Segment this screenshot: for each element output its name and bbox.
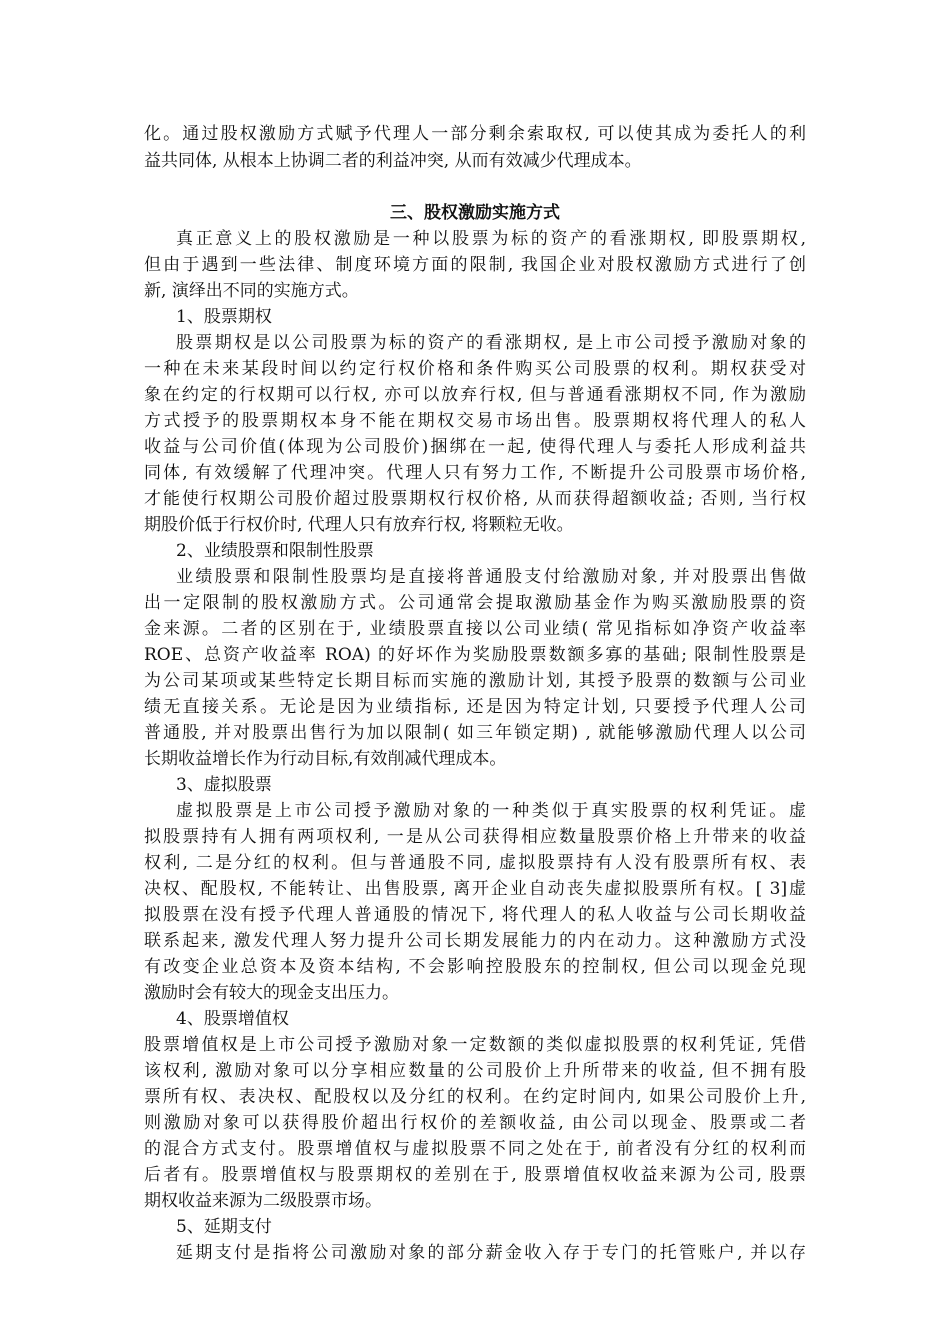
subsection-heading: 3、虚拟股票 <box>176 775 272 795</box>
text-line: 期权收益来源为二级股票市场。 <box>144 1191 382 1211</box>
text-line: 同体, 有效缓解了代理冲突。代理人只有努力工作, 不断提升公司股票市场价格, <box>144 463 806 483</box>
section-heading: 三、股权激励实施方式 <box>390 203 560 223</box>
text-line: 联系起来, 激发代理人努力提升公司长期发展能力的内在动力。这种激励方式没 <box>144 931 806 951</box>
text-line: 益共同体, 从根本上协调二者的利益冲突, 从而有效减少代理成本。 <box>144 151 642 171</box>
text-line: 真正意义上的股权激励是一种以股票为标的资产的看涨期权, 即股票期权, <box>176 229 806 249</box>
text-line: 为公司某项或某些特定长期目标而实施的激励计划, 其授予股票的数额与公司业 <box>144 671 806 691</box>
text-line: 绩无直接关系。无论是因为业绩指标, 还是因为特定计划, 只要授予代理人公司 <box>144 697 806 717</box>
text-line: 拟股票持有人拥有两项权利, 一是从公司获得相应数量股票价格上升带来的收益 <box>144 827 806 847</box>
text-line: 延期支付是指将公司激励对象的部分薪金收入存于专门的托管账户, 并以存 <box>176 1243 806 1263</box>
text-line: 化。通过股权激励方式赋予代理人一部分剩余索取权, 可以使其成为委托人的利 <box>144 124 806 144</box>
text-line: 出一定限制的股权激励方式。公司通常会提取激励基金作为购买激励股票的资 <box>144 593 806 613</box>
text-line: 一种在未来某段时间以约定行权价格和条件购买公司股票的权利。期权获受对 <box>144 359 806 379</box>
text-line: 才能使行权期公司股价超过股票期权行权价格, 从而获得超额收益; 否则, 当行权 <box>144 489 806 509</box>
text-line: 金来源。二者的区别在于, 业绩股票直接以公司业绩( 常见指标如净资产收益率 <box>144 619 806 639</box>
text-line: 票所有权、表决权、配股权以及分红的权利。在约定时间内, 如果公司股价上升, <box>144 1087 806 1107</box>
text-line: 的混合方式支付。股票增值权与虚拟股票不同之处在于, 前者没有分红的权利而 <box>144 1139 806 1159</box>
text-line: 股票期权是以公司股票为标的资产的看涨期权, 是上市公司授予激励对象的 <box>176 333 806 353</box>
text-line: 拟股票在没有授予代理人普通股的情况下, 将代理人的私人收益与公司长期收益 <box>144 905 806 925</box>
text-line: 则激励对象可以获得股价超出行权价的差额收益, 由公司以现金、股票或二者 <box>144 1113 806 1133</box>
text-line: 决权、配股权, 不能转让、出售股票, 离开企业自动丧失虚拟股票所有权。[ 3]虚 <box>144 879 806 899</box>
text-line: 权利, 二是分红的权利。但与普通股不同, 虚拟股票持有人没有股票所有权、表 <box>144 853 806 873</box>
text-line: 后者有。股票增值权与股票期权的差别在于, 股票增值权收益来源为公司, 股票 <box>144 1165 806 1185</box>
text-line: 业绩股票和限制性股票均是直接将普通股支付给激励对象, 并对股票出售做 <box>176 567 806 587</box>
subsection-heading: 5、延期支付 <box>176 1217 272 1237</box>
text-line: 新, 演绎出不同的实施方式。 <box>144 281 359 301</box>
text-line: 有改变企业总资本及资本结构, 不会影响控股股东的控制权, 但公司以现金兑现 <box>144 957 806 977</box>
text-line: 期股价低于行权价时, 代理人只有放弃行权, 将颗粒无收。 <box>144 515 574 535</box>
text-line: 股票增值权是上市公司授予激励对象一定数额的类似虚拟股票的权利凭证, 凭借 <box>144 1035 806 1055</box>
text-line: ROE、总资产收益率 ROA) 的好坏作为奖励股票数额多寡的基础; 限制性股票是 <box>144 645 806 665</box>
subsection-heading: 2、业绩股票和限制性股票 <box>176 541 374 561</box>
subsection-heading: 1、股票期权 <box>176 307 272 327</box>
subsection-heading: 4、股票增值权 <box>176 1009 289 1029</box>
text-line: 收益与公司价值(体现为公司股价)捆绑在一起, 使得代理人与委托人形成利益共 <box>144 437 806 457</box>
text-line: 虚拟股票是上市公司授予激励对象的一种类似于真实股票的权利凭证。虚 <box>176 801 806 821</box>
text-line: 激励时会有较大的现金支出压力。 <box>144 983 399 1003</box>
text-line: 普通股, 并对股票出售行为加以限制( 如三年锁定期) , 就能够激励代理人以公司 <box>144 723 806 743</box>
text-line: 该权利, 激励对象可以分享相应数量的公司股价上升所带来的收益, 但不拥有股 <box>144 1061 806 1081</box>
text-line: 象在约定的行权期可以行权, 亦可以放弃行权, 但与普通看涨期权不同, 作为激励 <box>144 385 806 405</box>
text-line: 长期收益增长作为行动目标,有效削减代理成本。 <box>144 749 507 769</box>
text-line: 但由于遇到一些法律、制度环境方面的限制, 我国企业对股权激励方式进行了创 <box>144 255 806 275</box>
text-line: 方式授予的股票期权本身不能在期权交易市场出售。股票期权将代理人的私人 <box>144 411 806 431</box>
